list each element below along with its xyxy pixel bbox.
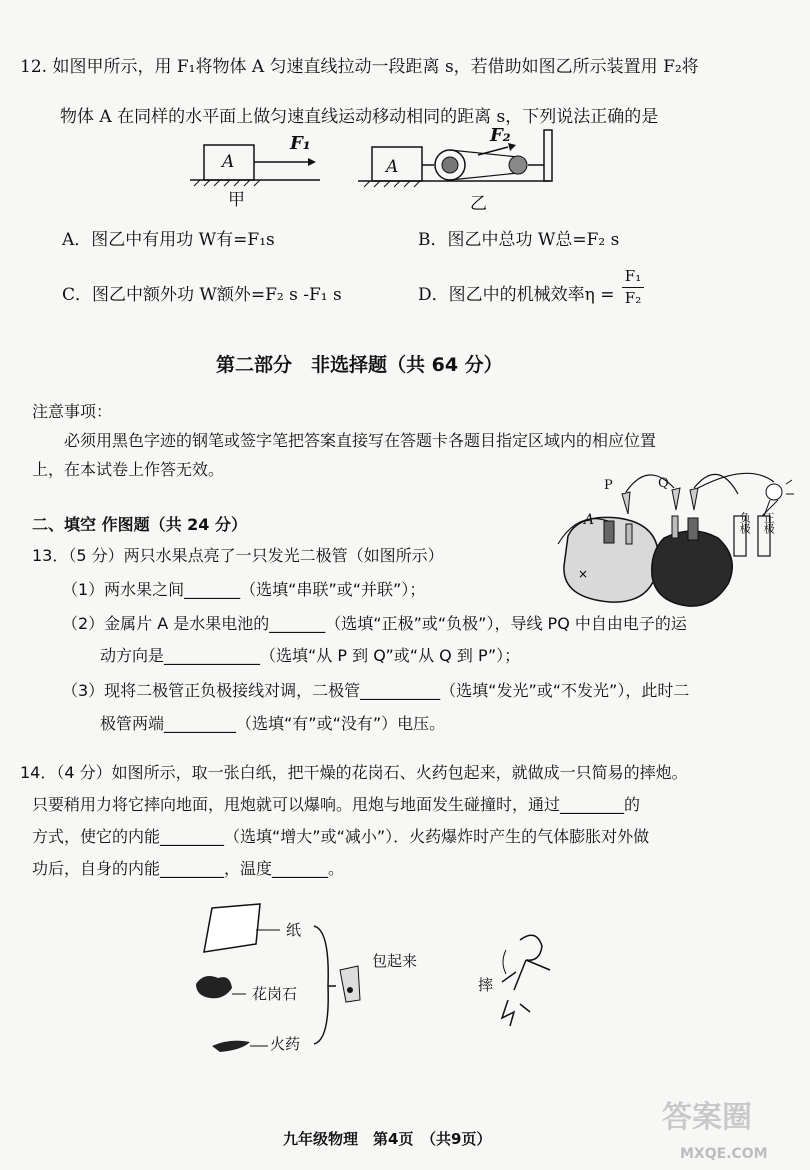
q12-option-b: B．图乙中总功 W总=F₂ s [418,230,620,250]
fruit-battery-figure [548,466,803,616]
snap-popper-figure [190,900,590,1065]
q12-line1: 12. 如图甲所示，用 F₁将物体 A 匀速直线拉动一段距离 s，若借助如图乙所示装置用 F₂将 [20,57,699,77]
fig-yi-force-label: F₂ [490,125,511,146]
fig-granite-label: 花岗石 [252,985,298,1003]
q13-part1: （1）两水果之间_______（选填“串联”或“并联”）； [62,580,426,599]
page-footer: 九年级物理 第4页 （共9页） [283,1130,492,1148]
q12-line2: 物体 A 在同样的水平面上做匀速直线运动移动相同的距离 s，下列说法正确的是 [60,107,659,127]
fig-paper-label: 纸 [286,921,302,939]
fig-yi-caption: 乙 [470,194,487,214]
fig-metal-a-label: A [584,512,595,528]
part2-title: 第二部分 非选择题（共 64 分） [216,354,503,376]
watermark-url: MXQE.COM [680,1146,768,1162]
q12-option-d: D．图乙中的机械效率η = [418,285,615,305]
notice-title: 注意事项： [32,402,113,421]
fraction-numerator: F₁ [624,267,642,285]
efficiency-fraction [622,268,644,306]
q13-part3-line2: 极管两端_________（选填“有”或“没有”）电压。 [100,714,446,733]
fig-powder-label: 火药 [270,1035,301,1053]
fraction-denominator: F₂ [624,288,642,307]
watermark-logo: 答案圈 [662,1100,752,1135]
q14-line4: 功后，自身的内能________，温度_______。 [32,859,345,878]
q12-option-c: C．图乙中额外功 W额外=F₂ s -F₁ s [62,285,342,305]
q13-part3-line1: （3）现将二极管正负极接线对调，二极管__________（选填“发光”或“不发光”），此时二 [62,681,690,700]
fig-wrap-label: 包起来 [372,952,418,970]
fig-throw-label: 摔 [478,976,494,994]
q13-stem: 13．（5 分）两只水果点亮了一只发光二极管（如图所示） [32,546,444,565]
notice-line1: 必须用黑色字迹的钢笔或签字笔把答案直接写在答题卡各题目指定区域内的相应位置 [64,431,657,450]
notice-line2: 上，在本试卷上作答无效。 [32,460,225,479]
q14-line1: 14．（4 分）如图所示，取一张白纸，把干燥的花岗石、火药包起来，就做成一只简易的摔炮。 [20,763,688,782]
fig-wire-p-label: P [604,478,613,493]
q14-line3: 方式，使它的内能________（选填“增大”或“减小”）．火药爆炸时产生的气体膨胀对外做 [32,827,650,846]
fig-jia-caption: 甲 [228,190,245,210]
fig-jia-block-label: A [222,152,235,172]
q14-line2: 只要稍用力将它摔向地面，甩炮就可以爆响。甩炮与地面发生碰撞时，通过________的 [32,795,641,814]
svg-text:×: × [578,567,589,581]
q13-part2-line1: （2）金属片 A 是水果电池的_______（选填“正极”或“负极”），导线 PQ 中自由电子的运 [62,614,687,633]
q12-option-a: A．图乙中有用功 W有=F₁s [62,230,275,250]
fig-led-positive-label: 正极 [762,512,776,534]
fig-wire-q-label: Q [658,476,669,491]
fig-jia-force-label: F₁ [290,133,311,154]
fig-led-negative-label: 负极 [738,512,752,534]
section2-title: 二、填空 作图题（共 24 分） [32,515,247,534]
fraction-bar [622,287,644,288]
fig-yi-block-label: A [386,157,399,177]
q13-part2-line2: 动方向是____________（选填“从 P 到 Q”或“从 Q 到 P”）； [100,646,521,665]
